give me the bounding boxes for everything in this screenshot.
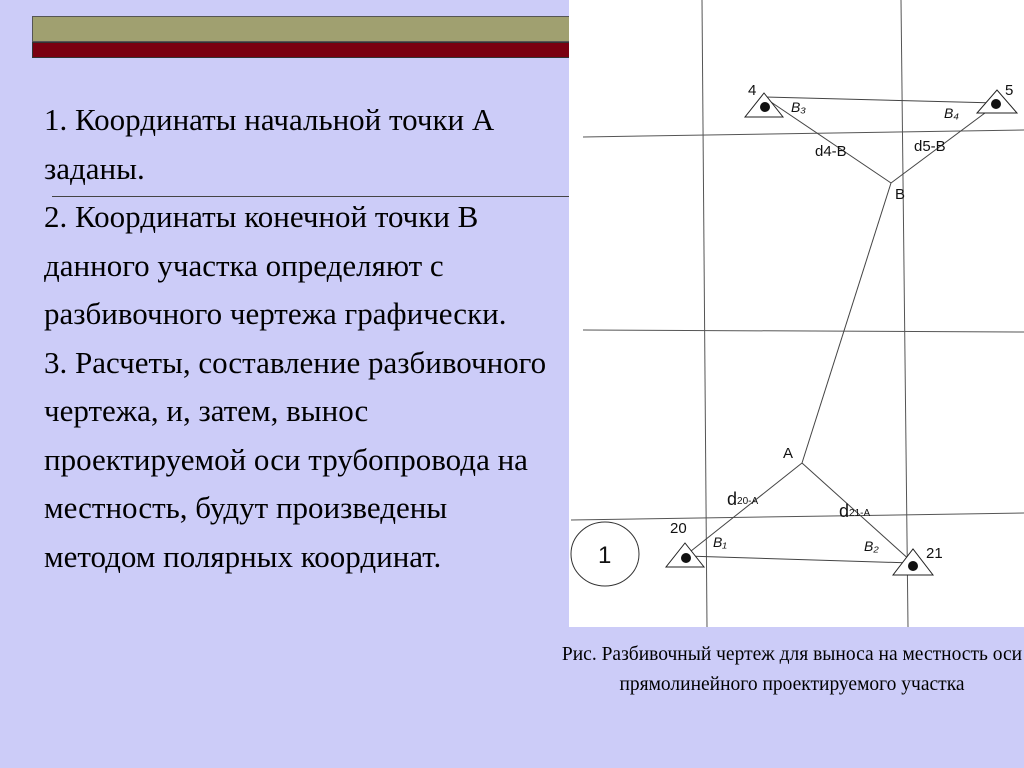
label-point-5: 5 (1005, 82, 1014, 99)
label-dist-d21a: d21-A (839, 501, 871, 521)
paragraph-2: 2. Координаты конечной точки В данного участка определяют с разбивочного чертежа графически. (44, 199, 507, 331)
stakeout-diagram (569, 0, 1024, 627)
grid-horizontal-2 (583, 330, 1024, 332)
label-dist-d5b: d5-B (914, 138, 946, 155)
slide-text (44, 96, 564, 581)
diagram-svg (569, 0, 1024, 627)
grid-lines (571, 0, 1024, 627)
line-4-b (765, 98, 891, 183)
label-figure-number: 1 (598, 542, 612, 569)
label-point-b: В (895, 186, 906, 203)
separator-line (52, 196, 570, 197)
line-20-21 (686, 556, 912, 563)
label-point-4: 4 (748, 82, 757, 99)
label-angle-b1: В₁ (713, 534, 727, 550)
grid-vertical-right (901, 0, 908, 627)
line-b-a (802, 183, 891, 463)
figure-caption: Рис. Разбивочный чертеж для выноса на местность оси прямолинейного проектируемого участка (561, 644, 1023, 695)
line-a-20 (686, 463, 802, 555)
label-dist-d20a: d20-A (727, 489, 759, 509)
grid-vertical-left (702, 0, 707, 627)
paragraph-3: 3. Расчеты, составление разбивочного чертежа, и, затем, вынос проектируемой оси трубопровода на местность, будут произведены методом полярных координат. (44, 344, 547, 574)
label-dist-d4b: d4-B (815, 143, 847, 160)
label-point-21: 21 (926, 545, 943, 562)
grid-horizontal-3 (571, 513, 1024, 520)
station-20-marker (666, 543, 704, 567)
label-point-a: А (783, 445, 794, 462)
label-angle-b4: В₄ (944, 105, 959, 121)
label-angle-b2: В₂ (864, 538, 879, 554)
paragraph-1: 1. Координаты начальной точки А заданы. (44, 102, 495, 186)
label-angle-b3: В₃ (791, 99, 806, 115)
label-point-20: 20 (670, 520, 687, 537)
header-bar-olive (32, 16, 572, 42)
header-bar-red (32, 42, 572, 58)
